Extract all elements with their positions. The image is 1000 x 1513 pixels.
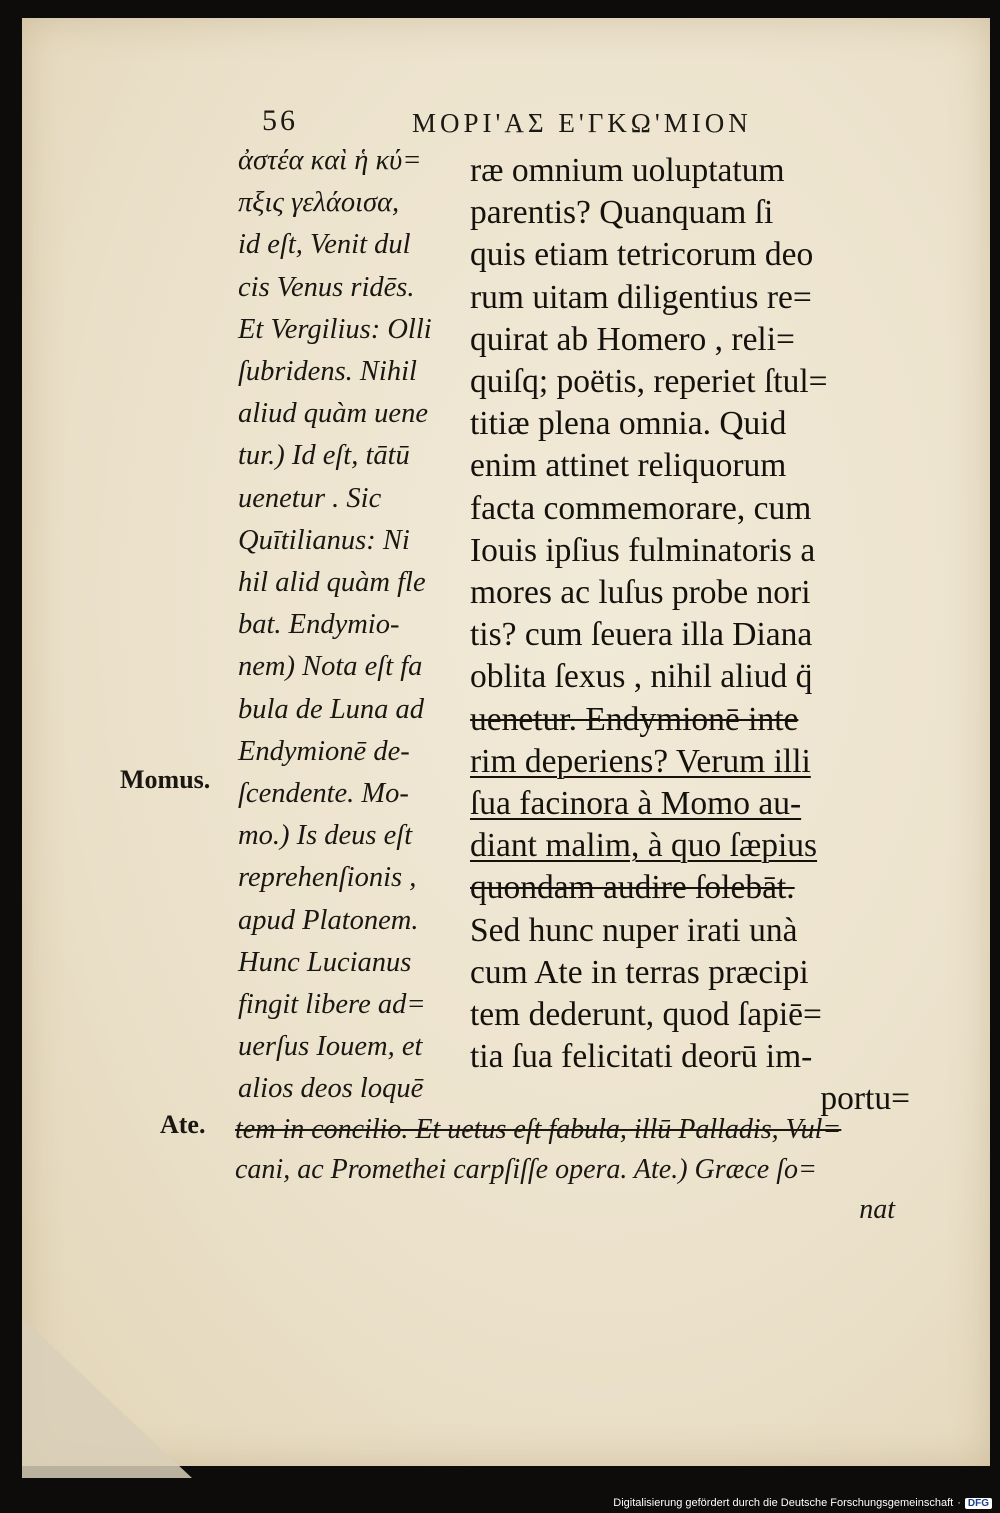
separator: · bbox=[957, 1497, 961, 1509]
marginal-gloss bbox=[238, 140, 483, 1111]
gloss-line: fingit libere ad= bbox=[238, 989, 426, 1021]
bottom-line-struck: tem in concilio. Et uetus eſt fabula, illū Palladis, Vul= bbox=[235, 1114, 842, 1145]
main-line: cum Ate in terras præcipi bbox=[470, 953, 809, 991]
bottom-line: cani, ac Promethei carpſiſſe opera. Ate.) Græce ſo= bbox=[235, 1154, 817, 1185]
gloss-line: apud Platonem. bbox=[238, 904, 419, 936]
gloss-line: Endymionē de- bbox=[238, 735, 410, 767]
gloss-line: reprehenſionis , bbox=[238, 862, 417, 894]
main-text bbox=[470, 150, 910, 1121]
gloss-line: aliud quàm uene bbox=[238, 398, 428, 430]
folded-corner bbox=[22, 1318, 192, 1478]
bottom-gloss bbox=[235, 1110, 895, 1230]
main-line: enim attinet reliquorum bbox=[470, 447, 787, 485]
main-line: tis? cum ſeuera illa Diana bbox=[470, 616, 813, 654]
main-line: rum uitam diligentius re= bbox=[470, 278, 812, 316]
page-number: 56 bbox=[262, 104, 298, 137]
main-line: tem dederunt, quod ſapiē= bbox=[470, 996, 822, 1034]
gloss-line: uerſus Iouem, et bbox=[238, 1031, 423, 1063]
gloss-line: Hunc Lucianus bbox=[238, 946, 412, 978]
main-line: quirat ab Homero , reli= bbox=[470, 320, 795, 358]
main-line: tia ſua felicitati deorū im- bbox=[470, 1038, 813, 1076]
main-line-underlined: ſua facinora à Momo au- bbox=[470, 785, 802, 823]
main-line: quis etiam tetricorum deo bbox=[470, 236, 814, 274]
gloss-line: alios deos loquē bbox=[238, 1073, 424, 1105]
side-note-momus: Momus. bbox=[120, 765, 211, 794]
gloss-line: ἀστέα καὶ ἡ κύ= bbox=[238, 145, 422, 176]
gloss-line: Et Vergilius: Olli bbox=[238, 313, 432, 345]
digitization-credit bbox=[613, 1497, 992, 1509]
running-title: ΜΟΡΙ'ΑΣ Ε'ΓΚΩ'ΜΙΟΝ bbox=[412, 108, 752, 138]
main-line-underlined: rim deperiens? Verum illi bbox=[470, 742, 811, 780]
gloss-line: id eſt, Venit dul bbox=[238, 229, 411, 261]
catchword: portu= bbox=[820, 1080, 910, 1118]
gloss-line: tur.) Id eſt, tātū bbox=[238, 440, 410, 472]
gloss-line: hil alid quàm fle bbox=[238, 567, 426, 599]
main-line: Sed hunc nuper irati unà bbox=[470, 911, 798, 949]
main-line: Iouis ipſius fulminatoris a bbox=[470, 531, 816, 569]
gloss-line: bat. Endymio- bbox=[238, 609, 400, 641]
dfg-logo[interactable]: DFG bbox=[965, 1498, 992, 1509]
gloss-line: mo.) Is deus eſt bbox=[238, 820, 413, 852]
gloss-line: ſubridens. Nihil bbox=[238, 356, 417, 388]
gloss-line: ſcendente. Mo- bbox=[238, 778, 409, 810]
main-line: facta commemorare, cum bbox=[470, 489, 812, 527]
gloss-line: nem) Nota eſt fa bbox=[238, 651, 423, 683]
main-line: ræ omnium uoluptatum bbox=[470, 152, 785, 189]
main-line: mores ac luſus probe nori bbox=[470, 574, 811, 612]
gloss-line: Quītilianus: Ni bbox=[238, 524, 410, 556]
bottom-line: nat bbox=[859, 1194, 895, 1225]
main-line: titiæ plena omnia. Quid bbox=[470, 405, 787, 443]
gloss-line: bula de Luna ad bbox=[238, 693, 425, 725]
main-line-struck: uenetur. Endymionē inte bbox=[470, 700, 799, 738]
credit-text: Digitalisierung gefördert durch die Deutsche Forschungsgemeinschaft bbox=[613, 1497, 954, 1509]
side-note-ate: Ate. bbox=[160, 1110, 206, 1139]
main-line: parentis? Quanquam ſi bbox=[470, 194, 774, 232]
gloss-line: uenetur . Sic bbox=[238, 482, 382, 514]
gloss-line: πξις γελάοισα, bbox=[238, 187, 400, 219]
gloss-line: cis Venus ridēs. bbox=[238, 271, 415, 303]
main-line: oblita ſexus , nihil aliud q̈ bbox=[470, 658, 813, 696]
main-line-struck: quondam audire ſolebāt. bbox=[470, 869, 795, 907]
main-line-underlined: diant malim, à quo ſæpius bbox=[470, 827, 818, 865]
main-line: quiſq; poëtis, reperiet ſtul= bbox=[470, 363, 828, 401]
